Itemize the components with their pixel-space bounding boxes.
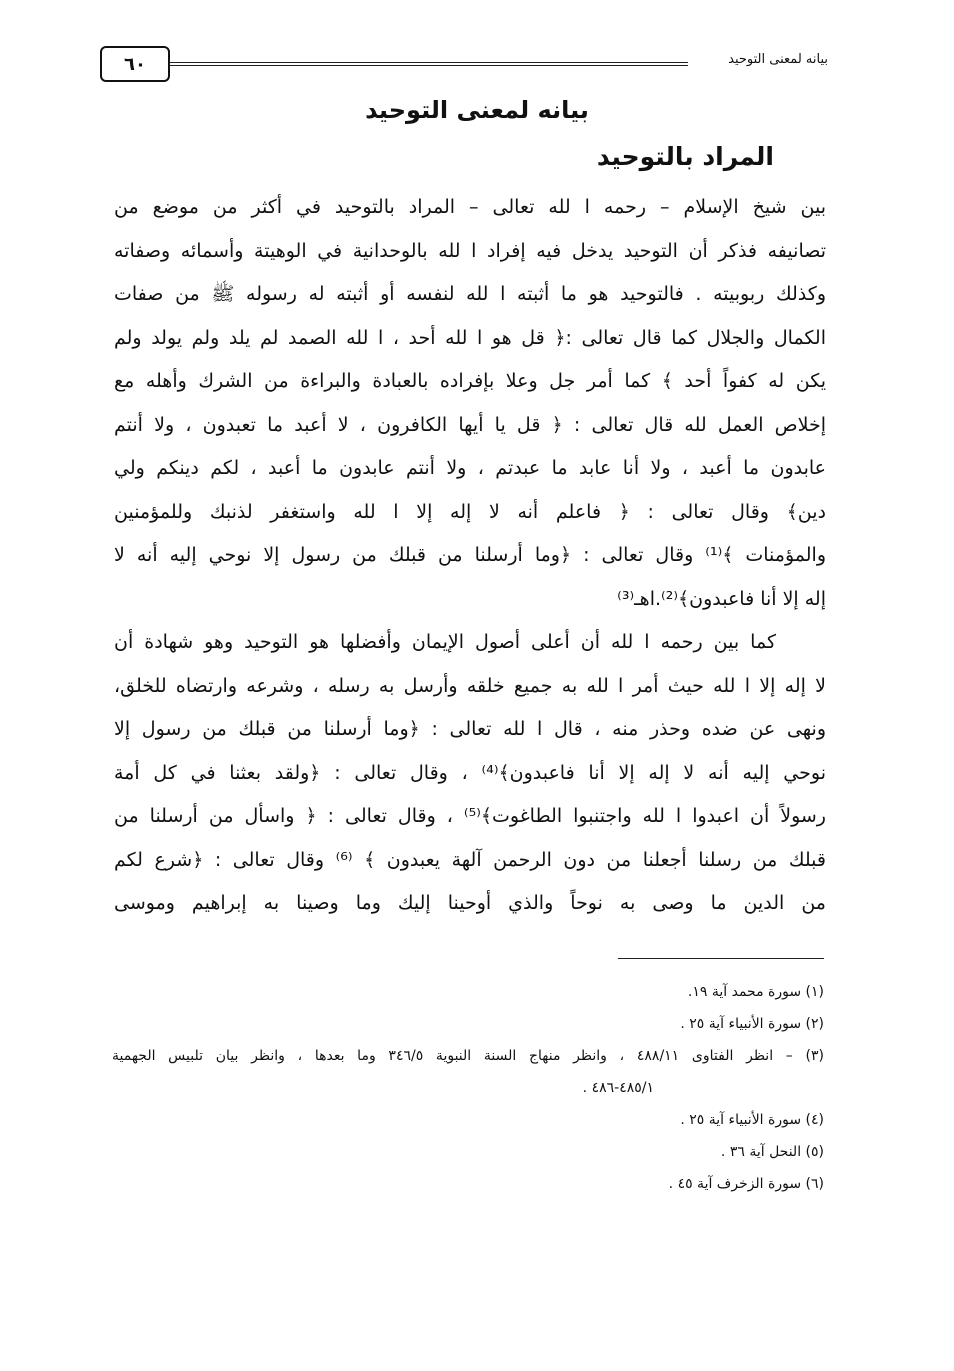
paragraph-2-line: كما بين رحمه ا لله أن أعلى أصول الإيمان وأفضلها هو التوحيد وهو شهادة أن xyxy=(114,631,776,653)
paragraph-2-line: ونهى عن ضده وحذر منه ، قال ا لله تعالى : ﴿وما أرسلنا من قبلك من رسول إلا xyxy=(114,718,826,740)
paragraph-2-line: رسولاً أن اعبدوا ا لله واجتنبوا الطاغوت﴾⁽⁵⁾ ، وقال تعالى : ﴿ واسأل من أرسلنا من xyxy=(114,805,826,827)
header-rule xyxy=(170,62,688,66)
paragraph-2-line: من الدين ما وصى به نوحاً والذي أوحينا إليك وما وصينا به إبراهيم وموسى xyxy=(114,892,826,914)
subheading: المراد بالتوحيد xyxy=(596,142,774,171)
paragraph-1-line: والمؤمنات ﴾⁽¹⁾ وقال تعالى : ﴿وما أرسلنا من قبلك من رسول إلا نوحي إليه أنه لا xyxy=(114,544,827,566)
paragraph-1-line: دين﴾ وقال تعالى : ﴿ فاعلم أنه لا إله إلا ا لله واستغفر لذنبك وللمؤمنين xyxy=(114,500,826,523)
paragraph-1-line: إخلاص العمل لله قال تعالى : ﴿ قل يا أيها الكافرون ، لا أعبد ما تعبدون ، ولا أنتم xyxy=(114,413,826,436)
paragraph-1-line: إله إلا أنا فاعبدون﴾⁽²⁾.اهـ⁽³⁾ xyxy=(617,587,826,610)
paragraph-1-line: الكمال والجلال كما قال تعالى :﴿ قل هو ا لله أحد ، ا لله الصمد لم يلد ولم يولد ولم xyxy=(114,326,826,349)
footnote: (٤) سورة الأنبياء آية ٢٥ . xyxy=(680,1112,824,1128)
body-text xyxy=(114,186,826,926)
paragraph-1-line: وكذلك ربوبيته . فالتوحيد هو ما أثبته ا لله لنفسه أو أثبته له رسوله ﷺ من صفات xyxy=(114,283,826,305)
footnote: (٥) النحل آية ٣٦ . xyxy=(720,1144,824,1160)
paragraph-1-line: بين شيخ الإسلام – رحمه ا لله تعالى – المراد بالتوحيد في أكثر من موضع من xyxy=(114,196,826,218)
running-title: بيانه لمعنى التوحيد xyxy=(728,52,828,67)
section-title: بيانه لمعنى التوحيد xyxy=(365,96,589,124)
paragraph-2-line: نوحي إليه أنه لا إله إلا أنا فاعبدون﴾⁽⁴⁾ ، وقال تعالى : ﴿ولقد بعثنا في كل أمة xyxy=(114,761,826,784)
footnote-continuation: ٤٨٥/١-٤٨٦ . xyxy=(582,1080,654,1096)
footnote-separator xyxy=(618,958,824,959)
paragraph-1-line: تصانيفه فذكر أن التوحيد يدخل فيه إفراد ا لله بالوحدانية في الوهيتة وأسمائه وصفاته xyxy=(114,239,826,262)
paragraph-2-line: قبلك من رسلنا أجعلنا من دون الرحمن آلهة يعبدون ﴾ ⁽⁶⁾ وقال تعالى : ﴿شرع لكم xyxy=(114,848,826,871)
footnotes xyxy=(112,976,824,1200)
footnote: (٢) سورة الأنبياء آية ٢٥ . xyxy=(680,1016,824,1032)
page-header xyxy=(98,44,828,84)
footnote: (٣) – انظر الفتاوى ٤٨٨/١١ ، وانظر منهاج السنة النبوية ٣٤٦/٥ وما بعدها ، وانظر بيان تلبيس الجهمية xyxy=(112,1048,824,1064)
paragraph-2-line: لا إله إلا ا لله حيث أمر ا لله به جميع خلقه وأرسل به رسله ، وشرعه وارتضاه للخلق، xyxy=(114,674,826,697)
page-number: ٦٠ xyxy=(124,53,146,75)
footnote: (٦) سورة الزخرف آية ٤٥ . xyxy=(668,1176,824,1192)
paragraph-1-line: يكن له كفواً أحد ﴾ كما أمر جل وعلا بإفراده بالعبادة والبراءة من الشرك وأهله مع xyxy=(114,370,826,392)
paragraph-1-line: عابدون ما أعبد ، ولا أنا عابد ما عبدتم ، ولا أنتم عابدون ما أعبد ، لكم دينكم ولي xyxy=(114,457,826,479)
footnote: (١) سورة محمد آية ١٩. xyxy=(687,984,824,1000)
page-number-box xyxy=(100,46,170,82)
